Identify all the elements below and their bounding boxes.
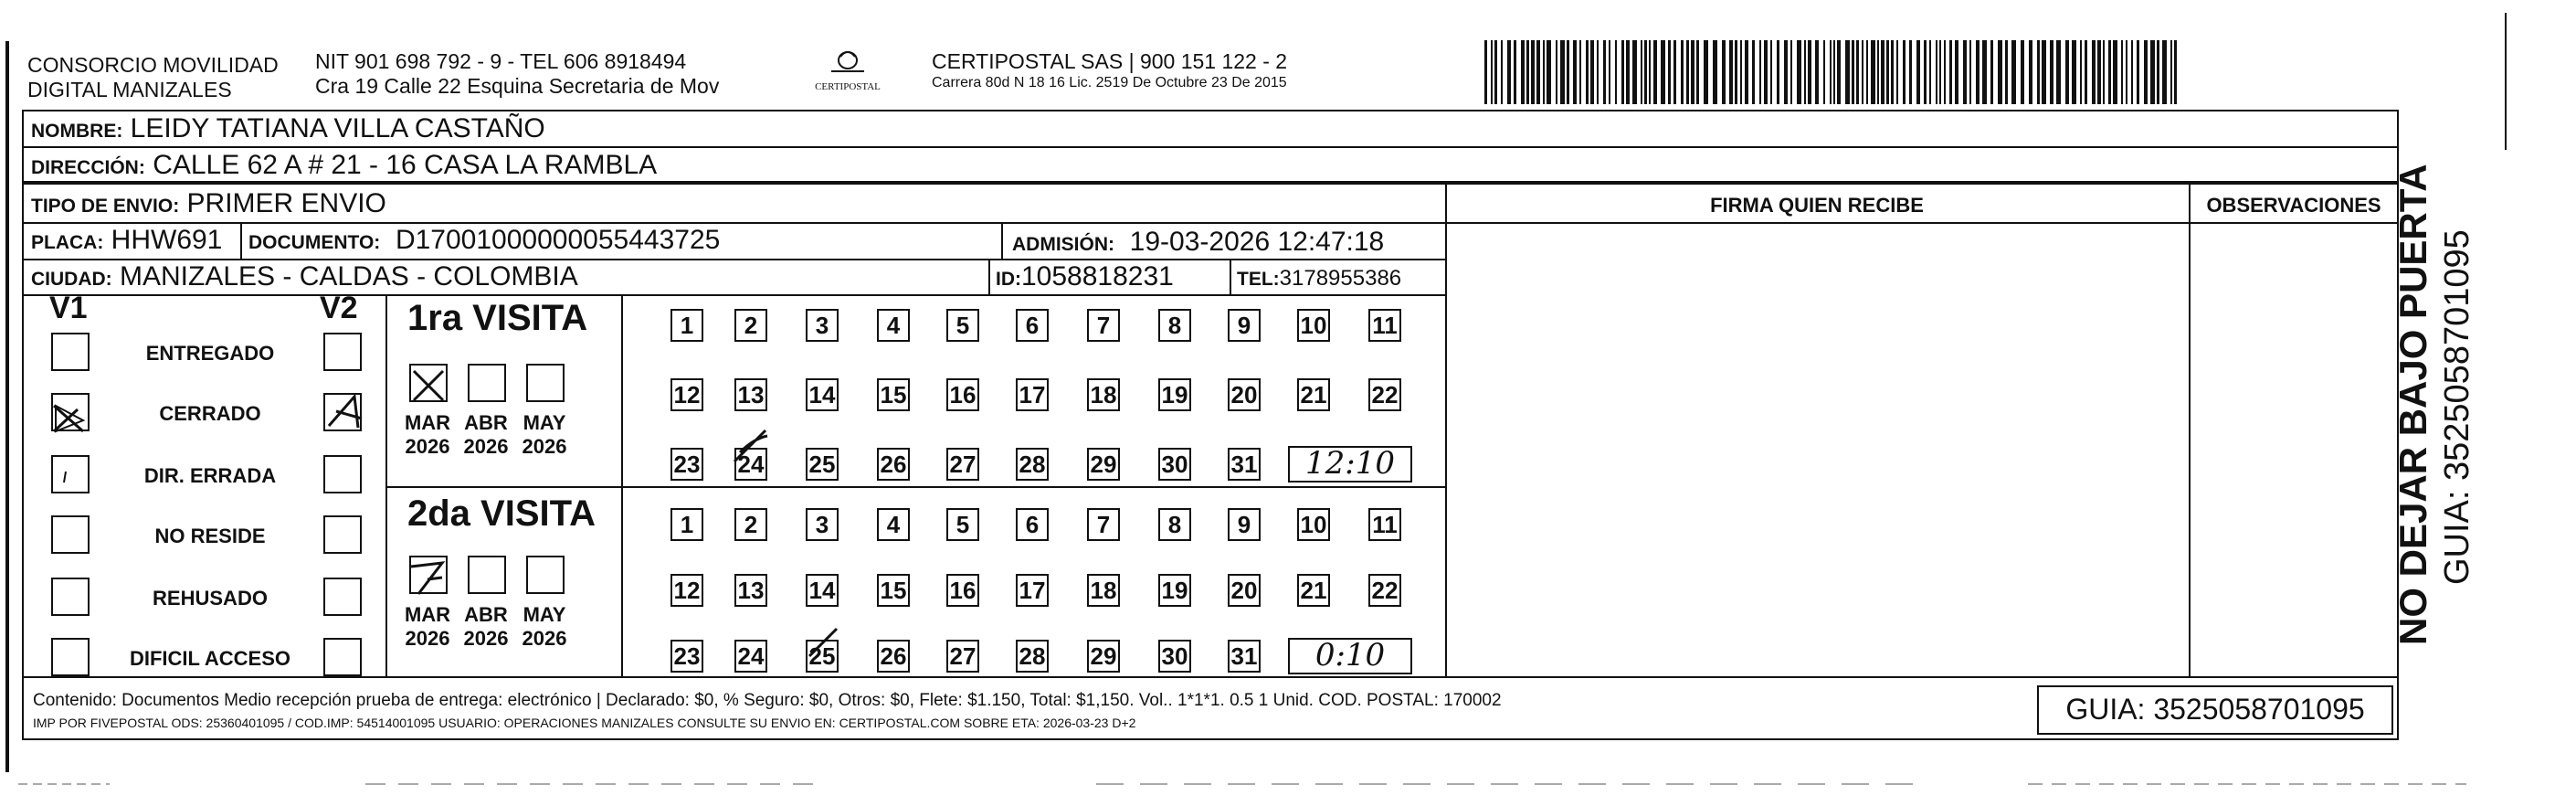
barcode-bar (1526, 40, 1529, 104)
barcode-bar (1752, 40, 1755, 104)
day-20[interactable]: 20 (1228, 378, 1261, 411)
day-23[interactable]: 23 (670, 640, 703, 673)
visit-divider (385, 486, 1445, 488)
barcode (1484, 40, 2179, 104)
barcode-bar (1830, 40, 1832, 104)
day-3[interactable]: 3 (806, 508, 839, 541)
day-14[interactable]: 14 (806, 574, 839, 607)
day-26[interactable]: 26 (877, 448, 910, 481)
barcode-bar (1745, 40, 1748, 104)
row-divider (22, 676, 2399, 678)
day-9[interactable]: 9 (1228, 309, 1261, 342)
tel-value: 3178955386 (1279, 266, 1402, 291)
barcode-bar (1567, 40, 1569, 104)
day-26[interactable]: 26 (877, 640, 910, 673)
day-2[interactable]: 2 (734, 309, 767, 342)
direccion-value: CALLE 62 A # 21 - 16 CASA LA RAMBLA (153, 150, 658, 180)
day-16[interactable]: 16 (946, 574, 979, 607)
barcode-bar (2011, 40, 2016, 104)
barcode-bar (1653, 40, 1657, 104)
tipo-value: PRIMER ENVIO (186, 188, 386, 218)
company-address: Cra 19 Calle 22 Esquina Secretaria de Mov (315, 74, 720, 98)
cell-divider (240, 222, 242, 259)
barcode-bar (1615, 40, 1617, 104)
company-name (27, 53, 279, 102)
barcode-bar (1891, 40, 1894, 104)
row-divider (1445, 222, 2399, 224)
cell-divider (1230, 259, 1231, 294)
barcode-bar (2042, 40, 2046, 104)
day-27[interactable]: 27 (946, 448, 979, 481)
first-visit-title: 1ra VISITA (407, 298, 588, 338)
barcode-bar (1609, 40, 1610, 104)
barcode-bar (1808, 40, 1811, 104)
day-30[interactable]: 30 (1158, 640, 1191, 673)
documento-value: D17001000000055443725 (395, 225, 721, 255)
svg-text:CERTIPOSTAL: CERTIPOSTAL (815, 81, 881, 92)
direccion-row: DIRECCIÓN: CALLE 62 A # 21 - 16 CASA LA RAMBLA (31, 150, 658, 180)
barcode-bar (2157, 40, 2159, 104)
second-visit-title: 2da VISITA (407, 493, 596, 534)
day-16[interactable]: 16 (946, 378, 979, 411)
barcode-bar (1866, 40, 1868, 104)
mar-second-mark (406, 556, 451, 598)
barcode-bar (2037, 40, 2040, 104)
company-line1: CONSORCIO MOVILIDAD (27, 53, 279, 77)
status-v2-checkbox[interactable] (323, 455, 362, 493)
id-row: ID:1058818231 (996, 261, 1174, 292)
ciudad-row: CIUDAD: MANIZALES - CALDAS - COLOMBIA (31, 261, 578, 292)
day-28[interactable]: 28 (1016, 640, 1049, 673)
month-checkbox-may[interactable] (526, 364, 565, 402)
barcode-bar (1579, 40, 1581, 104)
status-label: ENTREGADO (145, 342, 275, 365)
day-5[interactable]: 5 (946, 309, 979, 342)
barcode-bar (2056, 40, 2061, 104)
day-6[interactable]: 6 (1016, 508, 1049, 541)
day-8[interactable]: 8 (1158, 309, 1191, 342)
barcode-bar (1590, 40, 1594, 104)
barcode-bar (1823, 40, 1825, 104)
day-13[interactable]: 13 (734, 378, 767, 411)
cell-divider (1001, 222, 1003, 259)
day-4[interactable]: 4 (877, 309, 910, 342)
barcode-bar (1560, 40, 1565, 104)
month-divider (621, 294, 623, 676)
barcode-bar (1982, 40, 1987, 104)
barcode-bar (1896, 40, 1898, 104)
month-label: MAY 2026 (522, 411, 567, 458)
day-1[interactable]: 1 (670, 508, 703, 541)
barcode-bar (1649, 40, 1651, 104)
day-10[interactable]: 10 (1297, 508, 1330, 541)
barcode-bar (1963, 40, 1967, 104)
cerrado-v2-mark (325, 391, 365, 431)
day-28[interactable]: 28 (1016, 448, 1049, 481)
day-13[interactable]: 13 (734, 574, 767, 607)
day-17[interactable]: 17 (1016, 574, 1049, 607)
day-19[interactable]: 19 (1158, 574, 1191, 607)
barcode-bar (2097, 40, 2101, 104)
status-label: NO RESIDE (154, 525, 266, 547)
day-21[interactable]: 21 (1297, 378, 1330, 411)
barcode-bar (1969, 40, 1971, 104)
status-v1-checkbox[interactable] (51, 578, 90, 616)
side-warning: NO DEJAR BAJO PUERTA (2391, 164, 2434, 645)
barcode-bar (2174, 40, 2177, 104)
v2-label: V2 (320, 291, 358, 325)
admision-value: 19-03-2026 12:47:18 (1129, 227, 1385, 257)
barcode-bar (1740, 40, 1742, 104)
barcode-bar (1886, 40, 1889, 104)
day-25[interactable]: 25 (806, 640, 839, 673)
firma-divider (1445, 183, 1447, 676)
barcode-bar (1871, 40, 1875, 104)
status-label: REHUSADO (153, 587, 268, 610)
barcode-bar (1704, 40, 1708, 104)
barcode-bar (1621, 40, 1624, 104)
day-22[interactable]: 22 (1368, 574, 1401, 607)
day-24[interactable]: 24 (734, 640, 767, 673)
barcode-bar (1603, 40, 1606, 104)
barcode-bar (1514, 40, 1516, 104)
day-10[interactable]: 10 (1297, 309, 1330, 342)
mar-first-mark (410, 367, 447, 404)
barcode-bar (1681, 40, 1684, 104)
barcode-bar (1929, 40, 1931, 104)
barcode-bar (2029, 40, 2032, 104)
day-27[interactable]: 27 (946, 640, 979, 673)
status-label: DIR. ERRADA (143, 464, 277, 487)
nombre-row: NOMBRE: LEIDY TATIANA VILLA CASTAÑO (31, 113, 545, 143)
day-5[interactable]: 5 (946, 508, 979, 541)
barcode-bar (1543, 40, 1545, 104)
barcode-bar (1484, 40, 1487, 104)
status-v2-checkbox[interactable] (323, 515, 362, 554)
placa-value: HHW691 (111, 225, 223, 255)
barcode-bar (1521, 40, 1525, 104)
courier-address: Carrera 80d N 18 16 Lic. 2519 De Octubre 23 De 2015 (932, 75, 1287, 90)
barcode-bar (2150, 40, 2155, 104)
contenido-line: Contenido: Documentos Medio recepción prueba de entrega: electrónico | Declarado: $0, % Seguro: $0, Otros: $0, Flete: $1.150, Total: $1,150. Vol.. 1*1*1. 0.5 1 Unid. COD. POSTAL: 170002 (33, 691, 1502, 710)
day-30[interactable]: 30 (1158, 448, 1191, 481)
day-25[interactable]: 25 (806, 448, 839, 481)
documento-row: DOCUMENTO: D17001000000055443725 (248, 225, 721, 255)
visit-time: 0:10 (1288, 638, 1412, 674)
barcode-bar (1955, 40, 1958, 104)
barcode-bar (1735, 40, 1737, 104)
day-31[interactable]: 31 (1228, 448, 1261, 481)
barcode-bar (2131, 40, 2133, 104)
v1-label: V1 (49, 291, 88, 325)
barcode-bar (1661, 40, 1665, 104)
status-label: CERRADO (159, 402, 261, 425)
courier-info (932, 49, 1287, 92)
barcode-bar (1641, 40, 1642, 104)
tipo-row: TIPO DE ENVIO: PRIMER ENVIO (31, 188, 386, 218)
barcode-bar (1939, 40, 1941, 104)
certipostal-logo-icon (811, 46, 884, 102)
side-guia: GUIA: 3525058701095 (2438, 229, 2476, 585)
barcode-bar (2092, 40, 2096, 104)
month-label: MAR 2026 (404, 411, 451, 458)
barcode-bar (1924, 40, 1927, 104)
tel-row: TEL:3178955386 (1237, 266, 1402, 291)
courier-line: CERTIPOSTAL SAS | 900 151 122 - 2 (932, 49, 1288, 73)
barcode-bar (1804, 40, 1806, 104)
day-29[interactable]: 29 (1087, 640, 1120, 673)
barcode-bar (2170, 40, 2172, 104)
barcode-bar (2103, 40, 2105, 104)
day-31[interactable]: 31 (1228, 640, 1261, 673)
day-7[interactable]: 7 (1087, 508, 1120, 541)
barcode-bar (1759, 40, 1761, 104)
status-v1-checkbox[interactable] (51, 333, 90, 371)
barcode-bar (1949, 40, 1952, 104)
day-22[interactable]: 22 (1368, 378, 1401, 411)
ciudad-value: MANIZALES - CALDAS - COLOMBIA (120, 261, 578, 292)
status-v2-checkbox[interactable] (323, 578, 362, 616)
status-v1-checkbox[interactable] (51, 515, 90, 554)
cell-divider (988, 259, 990, 294)
month-checkbox-abr[interactable] (468, 364, 506, 402)
barcode-bar (1770, 40, 1772, 104)
day-18[interactable]: 18 (1087, 574, 1120, 607)
obs-divider (2189, 183, 2191, 676)
day-1[interactable]: 1 (670, 309, 703, 342)
status-v2-checkbox[interactable] (323, 638, 362, 676)
day-24[interactable]: 24 (734, 448, 767, 481)
imp-line: IMP POR FIVEPOSTAL ODS: 25360401095 / COD.IMP: 54514001095 USUARIO: OPERACIONES MANIZALES CONSULTE SU ENVIO EN: CERTIPOSTAL.COM SOBRE ETA: 2026-03-23 D+2 (33, 716, 1136, 730)
row-divider (22, 222, 1445, 224)
barcode-bar (1815, 40, 1819, 104)
barcode-bar (1909, 40, 1912, 104)
barcode-bar (1632, 40, 1637, 104)
barcode-bar (1547, 40, 1551, 104)
company-line2: DIGITAL MANIZALES (27, 78, 232, 101)
barcode-bar (1998, 40, 2002, 104)
barcode-bar (1777, 40, 1779, 104)
barcode-bar (2085, 40, 2087, 104)
barcode-bar (1556, 40, 1557, 104)
barcode-bar (1852, 40, 1854, 104)
barcode-bar (1673, 40, 1676, 104)
barcode-bar (2021, 40, 2024, 104)
barcode-bar (2126, 40, 2127, 104)
day-20[interactable]: 20 (1228, 574, 1261, 607)
barcode-bar (1644, 40, 1647, 104)
barcode-bar (1668, 40, 1671, 104)
day-7[interactable]: 7 (1087, 309, 1120, 342)
month-checkbox-may[interactable] (526, 556, 565, 594)
barcode-bar (2005, 40, 2008, 104)
barcode-bar (1491, 40, 1493, 104)
barcode-bar (1903, 40, 1906, 104)
barcode-bar (1797, 40, 1801, 104)
barcode-bar (1696, 40, 1699, 104)
status-label: DIFICIL ACCESO (129, 647, 290, 670)
barcode-bar (2072, 40, 2076, 104)
barcode-bar (1856, 40, 1859, 104)
day-11[interactable]: 11 (1368, 508, 1401, 541)
barcode-bar (2080, 40, 2082, 104)
barcode-bar (1944, 40, 1946, 104)
month-label: ABR 2026 (463, 411, 509, 458)
barcode-bar (1494, 40, 1497, 104)
dir-errada-mark (57, 466, 75, 488)
barcode-bar (2162, 40, 2167, 104)
month-label: MAR 2026 (404, 603, 451, 650)
barcode-bar (1586, 40, 1589, 104)
day-24-mark (731, 425, 771, 465)
barcode-bar (2108, 40, 2111, 104)
barcode-bar (1729, 40, 1733, 104)
day-23[interactable]: 23 (670, 448, 703, 481)
day-15[interactable]: 15 (877, 574, 910, 607)
firma-header: FIRMA QUIEN RECIBE (1710, 194, 1924, 217)
visit-time: 12:10 (1288, 446, 1412, 483)
month-label: ABR 2026 (463, 603, 509, 650)
day-11[interactable]: 11 (1368, 309, 1401, 342)
barcode-bar (1936, 40, 1937, 104)
barcode-bar (1691, 40, 1694, 104)
barcode-bar (1784, 40, 1788, 104)
barcode-bar (1626, 40, 1630, 104)
barcode-bar (2144, 40, 2148, 104)
cerrado-v1-mark (50, 400, 87, 437)
barcode-bar (1722, 40, 1726, 104)
day-18[interactable]: 18 (1087, 378, 1120, 411)
status-v2-checkbox[interactable] (323, 333, 362, 371)
placa-row: PLACA: HHW691 (31, 225, 223, 255)
day-3[interactable]: 3 (806, 309, 839, 342)
day-2[interactable]: 2 (734, 508, 767, 541)
barcode-bar (1916, 40, 1920, 104)
barcode-bar (1881, 40, 1884, 104)
day-12[interactable]: 12 (670, 574, 703, 607)
day-8[interactable]: 8 (1158, 508, 1191, 541)
day-25-mark (804, 621, 844, 662)
barcode-bar (1597, 40, 1599, 104)
day-17[interactable]: 17 (1016, 378, 1049, 411)
barcode-bar (1833, 40, 1835, 104)
day-29[interactable]: 29 (1087, 448, 1120, 481)
observaciones-header: OBSERVACIONES (2206, 194, 2381, 217)
status-divider (385, 294, 387, 676)
barcode-bar (1764, 40, 1768, 104)
barcode-bar (2137, 40, 2139, 104)
day-4[interactable]: 4 (877, 508, 910, 541)
day-19[interactable]: 19 (1158, 378, 1191, 411)
day-12[interactable]: 12 (670, 378, 703, 411)
barcode-bar (2065, 40, 2069, 104)
barcode-bar (1507, 40, 1511, 104)
barcode-bar (1531, 40, 1535, 104)
barcode-bar (1976, 40, 1980, 104)
edge-line (2505, 13, 2507, 150)
day-21[interactable]: 21 (1297, 574, 1330, 607)
status-v1-checkbox[interactable] (51, 638, 90, 676)
barcode-bar (1536, 40, 1540, 104)
barcode-bar (1877, 40, 1879, 104)
barcode-bar (1862, 40, 1863, 104)
barcode-bar (1501, 40, 1503, 104)
barcode-bar (1845, 40, 1850, 104)
scan-noise (0, 775, 2576, 793)
month-checkbox-abr[interactable] (468, 556, 506, 594)
left-edge-line (5, 41, 9, 772)
barcode-bar (1990, 40, 1993, 104)
barcode-bar (2113, 40, 2117, 104)
admision-row: ADMISIÓN: 19-03-2026 12:47:18 (1012, 227, 1385, 257)
month-label: MAY 2026 (522, 603, 567, 650)
id-value: 1058818231 (1021, 261, 1174, 292)
barcode-bar (1837, 40, 1841, 104)
barcode-bar (2121, 40, 2123, 104)
day-14[interactable]: 14 (806, 378, 839, 411)
barcode-bar (1573, 40, 1577, 104)
guia-footer: GUIA: 3525058701095 (2065, 693, 2365, 726)
nombre-value: LEIDY TATIANA VILLA CASTAÑO (130, 113, 545, 143)
day-15[interactable]: 15 (877, 378, 910, 411)
barcode-bar (1713, 40, 1717, 104)
barcode-bar (1790, 40, 1792, 104)
day-9[interactable]: 9 (1228, 508, 1261, 541)
nit-line: NIT 901 698 792 - 9 - TEL 606 8918494 (315, 49, 687, 73)
barcode-bar (2050, 40, 2053, 104)
day-6[interactable]: 6 (1016, 309, 1049, 342)
barcode-bar (1686, 40, 1689, 104)
company-info (315, 49, 719, 99)
